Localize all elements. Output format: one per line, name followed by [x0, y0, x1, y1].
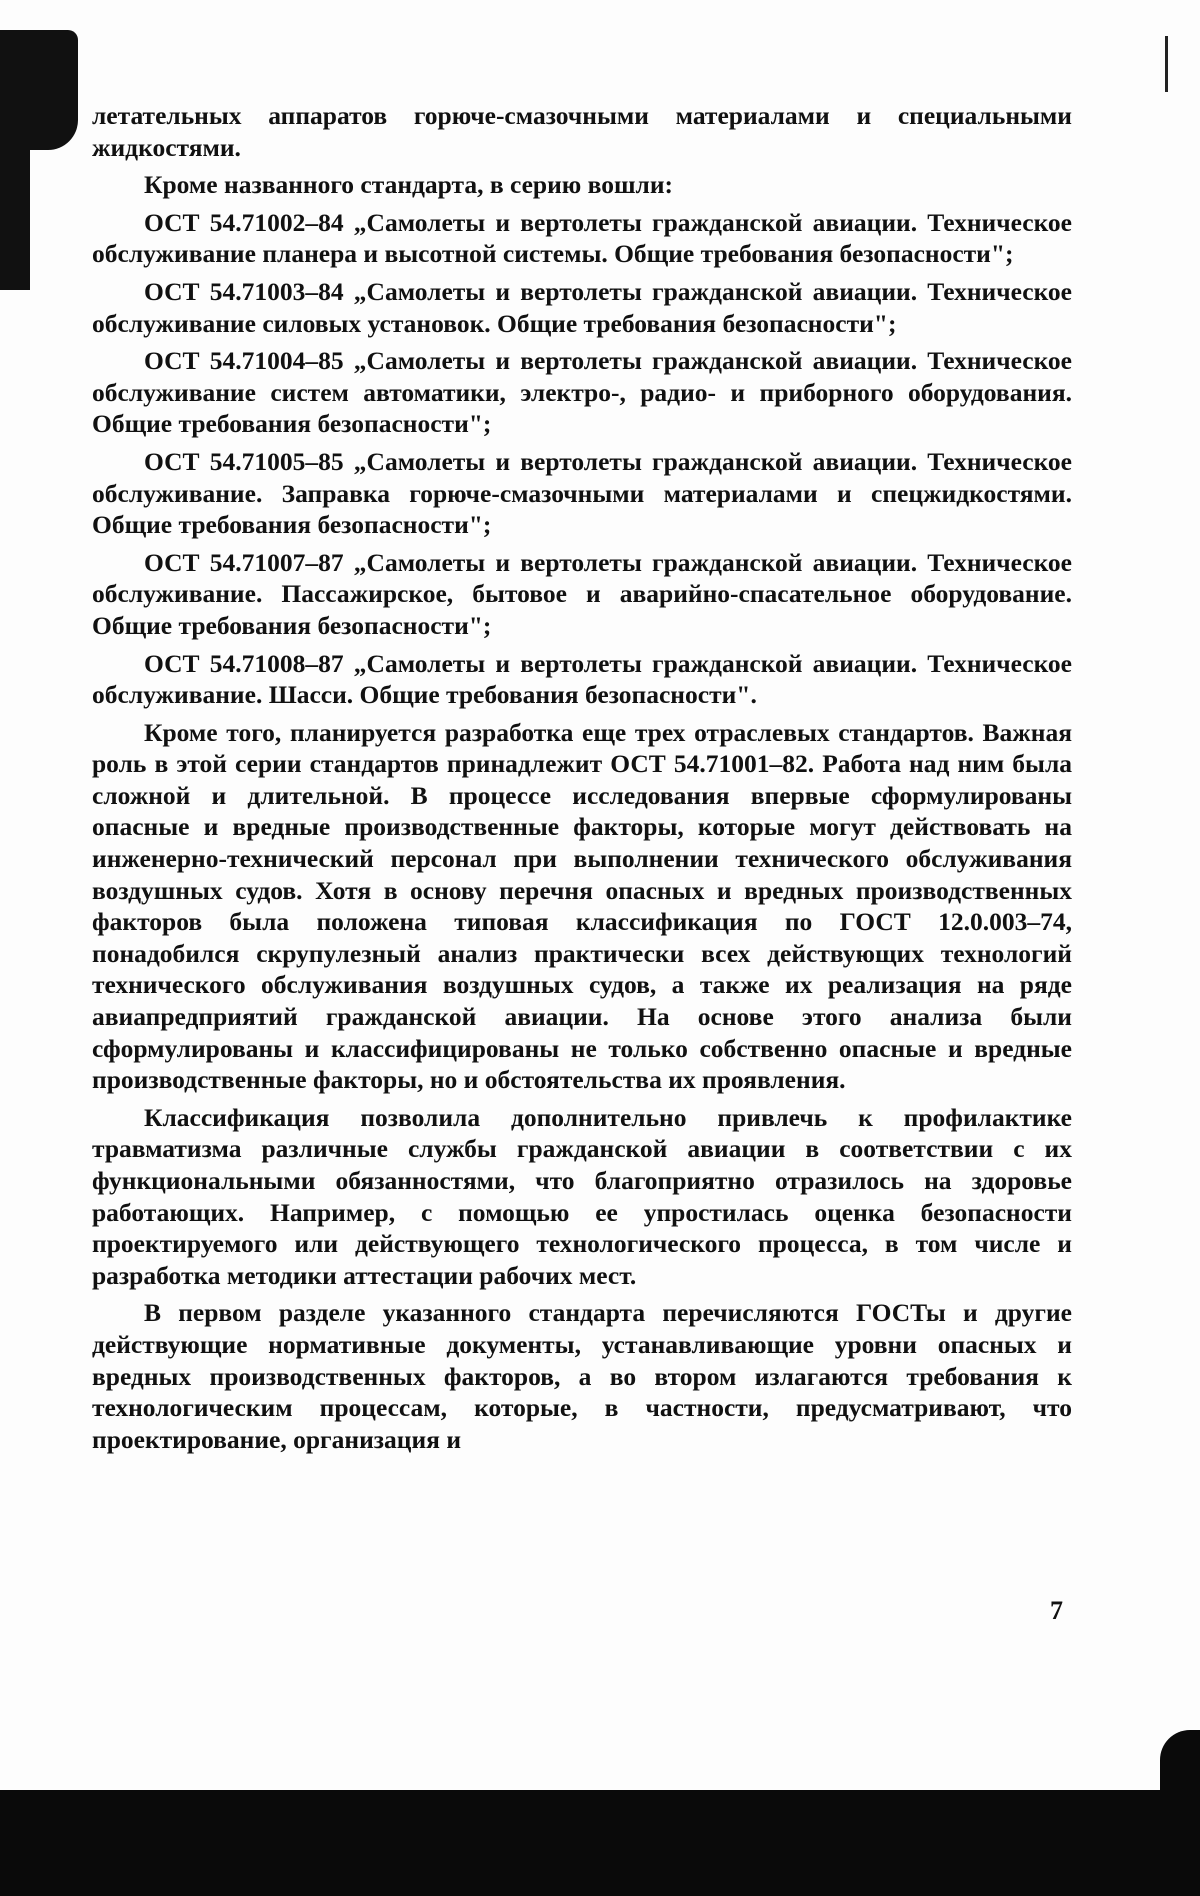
body-text — [92, 100, 1072, 1461]
scan-edge-artifact-bottom — [0, 1790, 1200, 1896]
paragraph: ОСТ 54.71004–85 „Самолеты и вертолеты гражданской авиации. Техническое обслуживание систем автоматики, электро-, радио- и приборного оборудования. Общие требования безопасности"; — [92, 346, 1072, 439]
paragraph: ОСТ 54.71008–87 „Самолеты и вертолеты гражданской авиации. Техническое обслуживание. Шасси. Общие требования безопасности". — [92, 648, 1072, 710]
scan-edge-artifact-right — [1165, 36, 1168, 92]
paragraph: В первом разделе указанного стандарта перечисляются ГОСТы и другие действующие нормативные документы, устанавливающие уровни опасных и вредных производственных факторов, а во втором излагаются требования к технологическим процессам, которые, в частности, предусматривают, что проектирование, организация и — [92, 1298, 1072, 1454]
paragraph: летательных аппаратов горюче-смазочными материалами и специальными жидкостями. — [92, 101, 1072, 162]
scan-edge-artifact-bottom-right — [1160, 1730, 1200, 1790]
page-number: 7 — [1050, 1596, 1063, 1625]
paragraph: ОСТ 54.71003–84 „Самолеты и вертолеты гражданской авиации. Техническое обслуживание силовых установок. Общие требования безопасности"; — [92, 276, 1072, 338]
paragraph: ОСТ 54.71002–84 „Самолеты и вертолеты гражданской авиации. Техническое обслуживание планера и высотной системы. Общие требования безопасности"; — [92, 207, 1072, 269]
paragraph: Кроме названного стандарта, в серию вошли: — [144, 170, 674, 200]
paragraph: Классификация позволила дополнительно привлечь к профилактике травматизма различные службы гражданской авиации в соответствии с их функциональными обязанностями, что благоприятно отразилось на здоровье работающих. Например, с помощью ее упростилась оценка безопасности проектируемого или действующего технологического процесса, в том числе и разработка методики аттестации рабочих мест. — [92, 1102, 1072, 1290]
paragraph: Кроме того, планируется разработка еще трех отраслевых стандартов. Важная роль в этой серии стандартов принадлежит ОСТ 54.71001–82. Работа над ним была сложной и длительной. В процессе исследования впервые сформулированы опасные и вредные производственные факторы, которые могут действовать на инженерно-технический персонал при выполнении технического обслуживания воздушных судов. Хотя в основу перечня опасных и вредных производственных факторов была положена типовая классификация по ГОСТ 12.0.003–74, понадобился скрупулезный анализ практически всех действующих технологий технического обслуживания воздушных судов, а также их реализация на ряде авиапредприятий гражданской авиации. На основе этого анализа были сформулированы и классифицированы не только собственно опасные и вредные производственные факторы, но и обстоятельства их проявления. — [92, 717, 1072, 1095]
scan-edge-artifact-top-left — [0, 30, 78, 150]
paragraph: ОСТ 54.71005–85 „Самолеты и вертолеты гражданской авиации. Техническое обслуживание. Заправка горюче-смазочными материалами и спецжидкостями. Общие требования безопасности"; — [92, 446, 1072, 540]
paragraph: ОСТ 54.71007–87 „Самолеты и вертолеты гражданской авиации. Техническое обслуживание. Пассажирское, бытовое и аварийно-спасательное оборудование. Общие требования безопасности"; — [92, 547, 1072, 640]
